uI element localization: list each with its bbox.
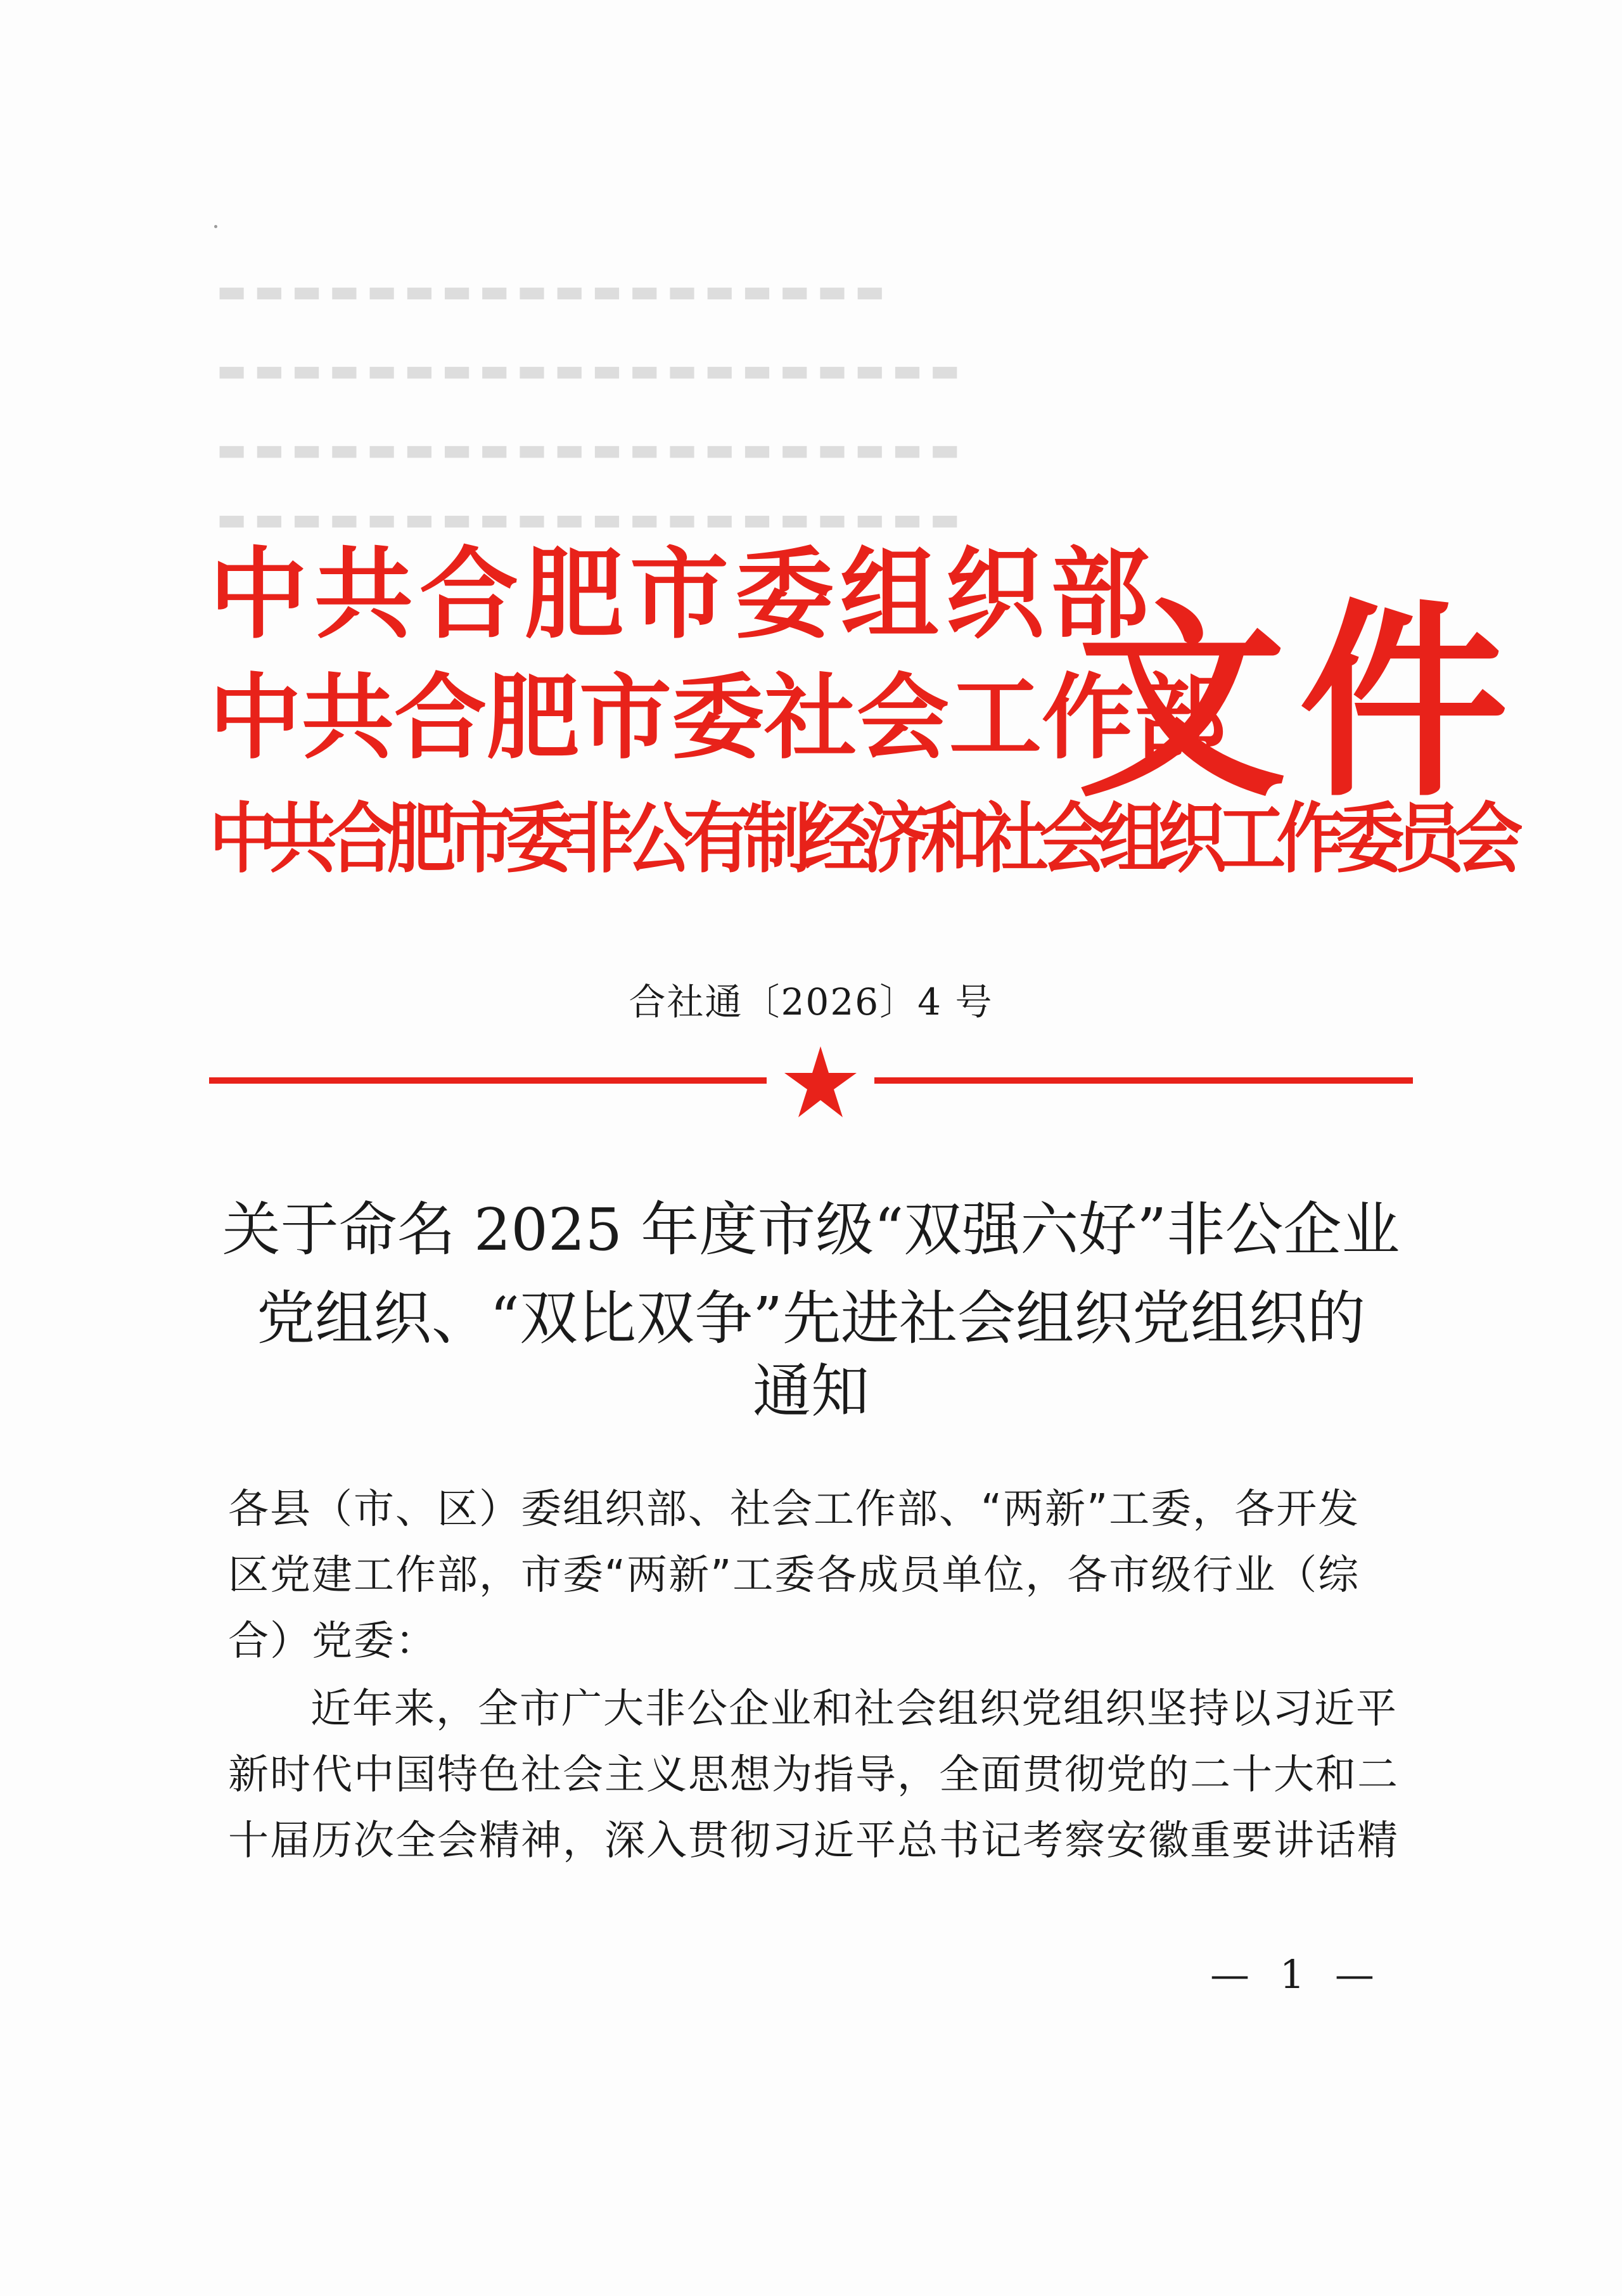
document-title-line: 党组织、“双比双争”先进社会组织党组织的 <box>256 1285 1366 1352</box>
page-number: — 1 — <box>1210 1951 1383 1998</box>
document-number: 合社通〔2026〕4 号 <box>629 980 993 1023</box>
issuer-working-committee: 中共合肥市委非公有制经济和社会组织工作委员会 <box>209 795 1514 883</box>
red-star-icon <box>767 1042 874 1122</box>
document-title-line: 通知 <box>752 1357 869 1425</box>
document-title-line: 关于命名 2025 年度市级“双强六好”非公企业 <box>222 1196 1400 1264</box>
bleed-through-shadow: ▬▬▬▬▬▬▬▬▬▬▬▬▬▬▬▬▬▬▬▬ <box>209 501 960 537</box>
body-paragraph <box>228 1676 1419 1874</box>
body-line: 新时代中国特色社会主义思想为指导，全面贯彻党的二十大和二 <box>228 1752 1399 1799</box>
scan-speck <box>214 225 217 228</box>
addressee-line: 区党建工作部，市委“两新”工委各成员单位，各市级行业（综 <box>228 1552 1360 1599</box>
red-separator-left <box>209 1077 767 1084</box>
bleed-through-shadow: ▬▬▬▬▬▬▬▬▬▬▬▬▬▬▬▬▬▬ <box>209 273 885 309</box>
bleed-through-shadow: ▬▬▬▬▬▬▬▬▬▬▬▬▬▬▬▬▬▬▬▬ <box>209 431 960 468</box>
body-line: 十届历次全会精神，深入贯彻习近平总书记考察安徽重要讲话精 <box>228 1818 1399 1864</box>
issuer-social-work-department: 中共合肥市委社会工作部 <box>209 664 1227 772</box>
body-line: 近年来，全市广大非公企业和社会组织党组织坚持以习近平 <box>310 1686 1398 1733</box>
addressee-line: 合）党委： <box>228 1618 437 1665</box>
red-separator-right <box>874 1077 1413 1084</box>
addressee <box>228 1477 1419 1674</box>
addressee-line: 各县（市、区）委组织部、社会工作部、“两新”工委，各开发 <box>228 1486 1360 1533</box>
bleed-through-shadow: ▬▬▬▬▬▬▬▬▬▬▬▬▬▬▬▬▬▬▬▬ <box>209 352 960 388</box>
document-mark: 文件 <box>1077 582 1521 825</box>
issuer-organization-department: 中共合肥市委组织部 <box>209 537 1156 652</box>
